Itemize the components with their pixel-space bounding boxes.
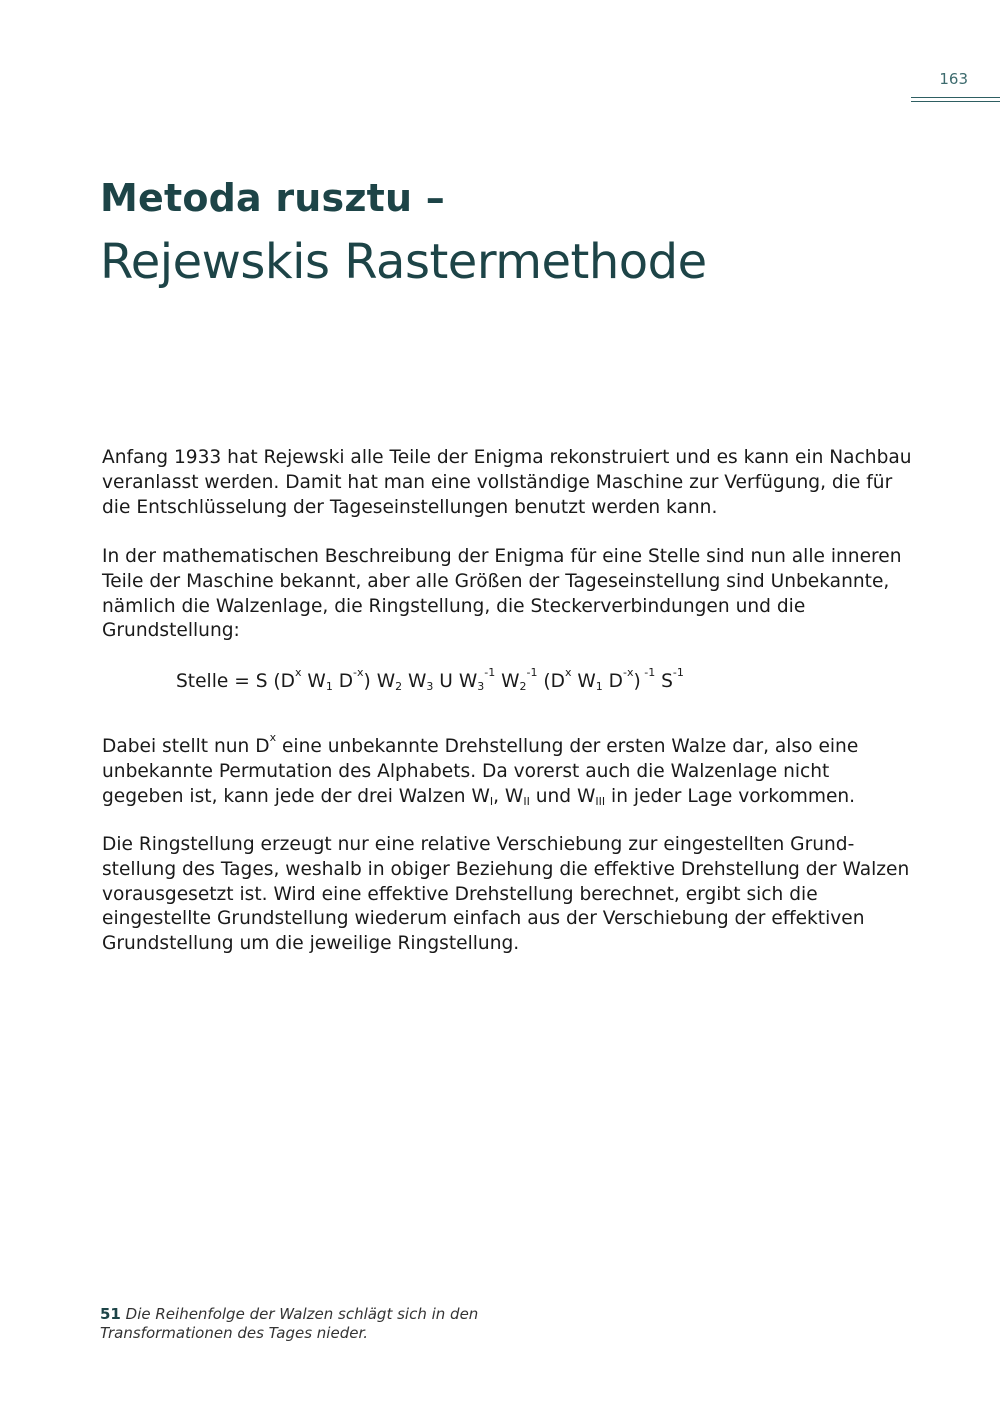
formula-part: W — [571, 671, 596, 692]
paragraph-text: in jeder Lage vorkommen. — [605, 785, 856, 807]
formula-part: W — [402, 671, 427, 692]
formula-part: ) — [633, 671, 641, 692]
formula-sup: -1 — [672, 666, 684, 679]
formula-sup: x — [564, 666, 572, 679]
formula-sup: -x — [353, 666, 364, 679]
page-number-rule — [911, 97, 1000, 98]
formula-sup: -1 — [526, 666, 538, 679]
formula-lhs: Stelle = S (D — [176, 671, 295, 692]
paragraph-text: und W — [529, 785, 596, 807]
body-paragraph-1: Anfang 1933 hat Rejewski alle Teile der Enigma rekonstruiert und es kann ein Nachbau veranlasst werden. Damit hat man eine vollständige Maschine zur Verfügung, die für die Entschlüsselung der Tageseinstellungen benutzt werden kann. — [102, 447, 912, 518]
paragraph-text: eine unbekannte Drehstellung der ersten Walze dar, also eine unbekannte Permutation des Alphabets. Da vorerst auch die Walzenlage nicht gegeben ist, kann jede der drei Walzen W — [102, 736, 859, 807]
paragraph-sub: III — [595, 794, 606, 808]
chapter-title-light: Rejewskis Rastermethode — [100, 234, 707, 290]
chapter-title-bold: Metoda rusztu – — [100, 176, 445, 220]
paragraph-sup: x — [269, 731, 277, 744]
formula-sub: 2 — [519, 680, 527, 693]
formula-sup: -x — [622, 666, 634, 679]
formula-part: S — [655, 671, 673, 692]
page-number: 163 — [939, 70, 968, 88]
formula-part: (D — [537, 671, 565, 692]
formula-part: D — [602, 671, 623, 692]
footnote-text: Die Reihenfolge der Walzen schlägt sich in den Transformationen des Tages nieder. — [100, 1305, 479, 1342]
formula-sub: 3 — [426, 680, 434, 693]
formula-part: W — [301, 671, 326, 692]
page-number-rule-secondary — [911, 101, 1000, 102]
formula-part: ) W — [363, 671, 396, 692]
formula-part: D — [332, 671, 354, 692]
enigma-formula — [176, 666, 684, 694]
paragraph-sub: I — [489, 794, 494, 808]
footnote-number: 51 — [100, 1305, 121, 1323]
formula-part: U W — [433, 671, 478, 692]
formula-sub: 1 — [325, 680, 333, 693]
body-paragraph-3 — [102, 731, 912, 809]
formula-sup: -1 — [640, 666, 656, 679]
formula-sup: x — [295, 666, 302, 679]
body-paragraph-4: Die Ringstellung erzeugt nur eine relative Verschiebung zur eingestellten Grund-stellung des Tages, weshalb in obiger Beziehung die effektive Drehstellung der Walzen vorausgesetzt ist. Wird eine effektive Drehstellung berechnet, ergibt sich die eingestellte Grundstellung wiederum einfach aus der Verschiebung der effektiven Grundstellung um die jeweilige Ringstellung. — [102, 834, 910, 955]
paragraph-text: , W — [493, 785, 524, 807]
footnote — [100, 1305, 520, 1343]
paragraph-sub: II — [523, 794, 530, 808]
paragraph-text: Dabei stellt nun D — [102, 736, 270, 757]
formula-sup: -1 — [484, 666, 496, 679]
formula-sub: 1 — [595, 680, 603, 693]
formula-part: W — [495, 671, 520, 692]
body-paragraph-2: In der mathematischen Beschreibung der Enigma für eine Stelle sind nun alle inneren Teile der Maschine bekannt, aber alle Größen der Tageseinstellung sind Unbekannte, nämlich die Walzenlage, die Ringstellung, die Steckerverbindungen und die Grundstellung: — [102, 546, 902, 642]
formula-sub: 3 — [477, 680, 485, 693]
formula-sub: 2 — [395, 680, 403, 693]
